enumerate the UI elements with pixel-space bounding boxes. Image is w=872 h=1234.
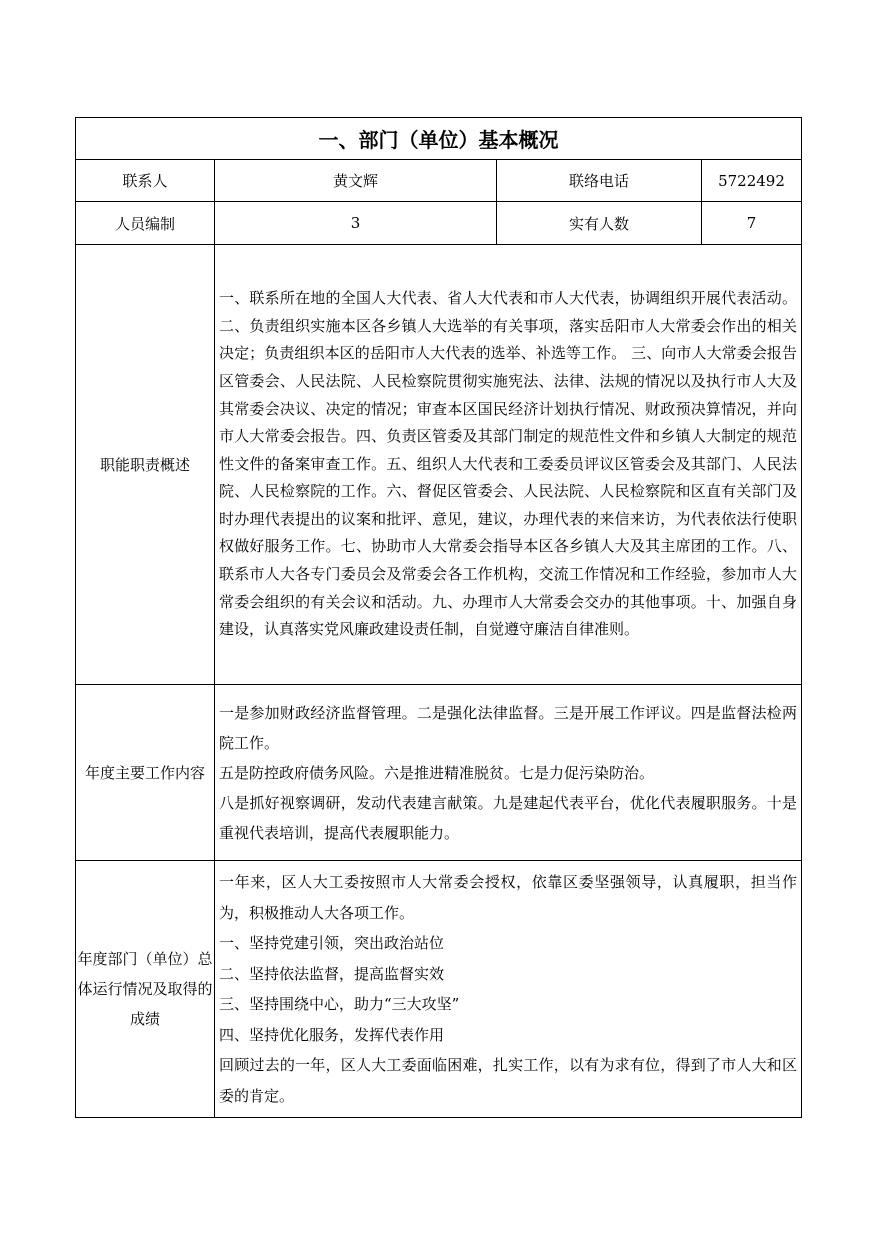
duties-text: 一、联系所在地的全国人大代表、省人大代表和市人大代表，协调组织开展代表活动。二、负责组织实施本区各乡镇人大选举的有关事项，落实岳阳市人大常委会作出的相关决定；负责组织本区的岳阳市人大代表的选举、补选等工作。 三、向市人大常委会报告区管委会、人民法院、人民检察院贯彻实施宪法、法律、法规的情况以及执行市人大及其常委会决议、决定的情况；审查本区国民经济计划执行情况、财政预决算情况，并向市人大常委会报告。四、负责区管委及其部门制定的规范性文件和乡镇人大制定的规范性文件的备案审查工作。五、组织人大代表和工委委员评议区管委会及其部门、人民法院、人民检察院的工作。六、督促区管委会、人民法院、人民检察院和区直有关部门及时办理代表提出的议案和批评、意见，建议，办理代表的来信来访，为代表依法行使职权做好服务工作。七、协助市人大常委会指导本区各乡镇人大及其主席团的工作。八、联系市人大各专门委员会及常委会各工作机构，交流工作情况和工作经验，参加市人大常委会组织的有关会议和活动。九、办理市人大常委会交办的其他事项。十、加强自身建设，认真落实党风廉政建设责任制，自觉遵守廉洁自律准则。	[215, 245, 802, 685]
actual-staff-label: 实有人数	[497, 202, 702, 245]
duties-label: 职能职责概述	[76, 245, 215, 685]
staff-value: 3	[215, 202, 497, 245]
annual-work-row	[76, 685, 802, 861]
annual-work-text: 一是参加财政经济监督管理。二是强化法律监督。三是开展工作评议。四是监督法检两院工作。 五是防控政府债务风险。六是推进精准脱贫。七是力促污染防治。 八是抓好视察调研，发动代表建言献策。九是建起代表平台，优化代表履职服务。十是重视代表培训，提高代表履职能力。	[215, 685, 802, 861]
phone-value: 5722492	[702, 160, 802, 202]
title-row	[76, 118, 802, 160]
duties-row	[76, 245, 802, 685]
annual-work-label: 年度主要工作内容	[76, 685, 215, 861]
contact-value: 黄文辉	[215, 160, 497, 202]
contact-row	[76, 160, 802, 202]
results-label: 年度部门（单位）总体运行情况及取得的成绩	[76, 861, 215, 1118]
staff-row	[76, 202, 802, 245]
results-row	[76, 861, 802, 1118]
basic-info-table	[75, 117, 802, 1118]
actual-staff-value: 7	[702, 202, 802, 245]
results-text: 一年来，区人大工委按照市人大常委会授权，依靠区委坚强领导，认真履职，担当作为，积极推动人大各项工作。 一、坚持党建引领，突出政治站位 二、坚持依法监督，提高监督实效 三、坚持围绕中心，助力“三大攻坚” 四、坚持优化服务，发挥代表作用 回顾过去的一年，区人大工委面临困难，扎实工作，以有为求有位，得到了市人大和区委的肯定。	[215, 861, 802, 1118]
contact-label: 联系人	[76, 160, 215, 202]
table-title: 一、部门（单位）基本概况	[76, 118, 802, 160]
staff-label: 人员编制	[76, 202, 215, 245]
phone-label: 联络电话	[497, 160, 702, 202]
